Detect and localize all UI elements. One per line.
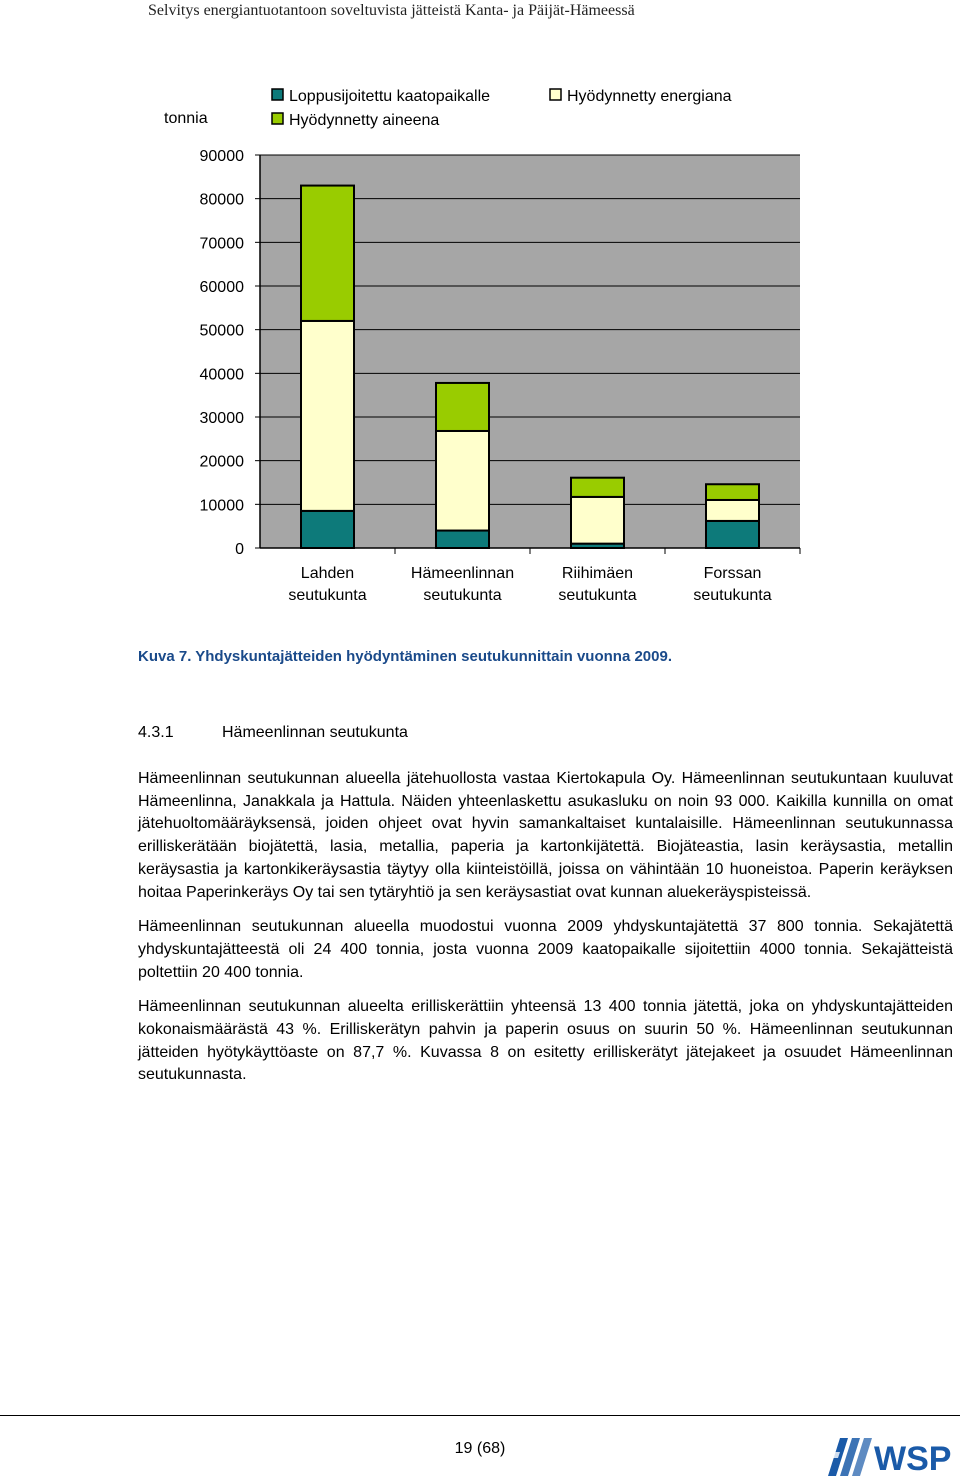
y-tick-label: 30000 xyxy=(199,410,244,427)
y-tick-label: 20000 xyxy=(199,453,244,471)
y-tick-label: 60000 xyxy=(199,279,244,296)
bar-segment xyxy=(301,321,354,511)
footer-divider xyxy=(0,1415,960,1416)
y-tick-label: 40000 xyxy=(199,366,244,384)
paragraph: Hämeenlinnan seutukunnan alueella jätehuollosta vastaa Kiertokapula Oy. Hämeenlinnan seutukuntaan kuuluvat Hämeenlinna, Janakkala ja Hattula. Näiden yhteenlaskettu asukasluku on noin 93 000. Kaikilla kunnilla on omat jätehuoltomääräyksensä, joiden ohjeet ovat hyvin samankaltaiset kuntalaisille. Hämeenlinnan seutukunnassa erilliskerätään biojätettä, lasia, metallia, paperia ja kartonkijätettä. Biojäteastia, lasin keräysastia, metallin keräysastia ja kartonkikeräysastia täytyy olla kiinteistöillä, joissa on vähintään 10 huoneistoa. Paperin keräyksen hoitaa Paperinkeräys Oy tai sen tytäryhtiö ja sen keräysastiat ovat kunnan aluekeräyspisteissä. xyxy=(138,770,953,901)
paragraph: Hämeenlinnan seutukunnan alueelta erilliskerättiin yhteensä 13 400 tonnia jätettä, joka on yhdyskuntajätteiden kokonaismäärästä 43 %. Erilliskerätyn pahvin ja paperin osuus on suurin 50 %. Hämeenlinnan seutukunnan jätteiden hyötykäyttöaste on 87,7 %. Kuvassa 8 on esitetty erilliskerätyt jätejakeet ja osuudet Hämeenlinnan seutukunnasta. xyxy=(138,998,953,1084)
bar-segment xyxy=(436,431,489,531)
section-title: Hämeenlinnan seutukunta xyxy=(222,724,408,741)
document-header-title: Selvitys energiantuotantoon soveltuvista jätteistä Kanta- ja Päijät-Hämeessä xyxy=(148,2,635,19)
section-heading xyxy=(138,724,408,742)
x-tick-label: seutukunta xyxy=(693,587,772,604)
y-axis-label: tonnia xyxy=(164,110,208,127)
bar-segment xyxy=(301,511,354,548)
legend-label: Hyödynnetty aineena xyxy=(289,112,440,129)
y-tick-label: 50000 xyxy=(199,322,244,340)
y-tick-label: 10000 xyxy=(199,497,244,515)
legend-swatch xyxy=(272,89,283,100)
wsp-logo xyxy=(826,1432,960,1478)
chart-canvas xyxy=(150,75,810,615)
bar-segment xyxy=(571,497,624,544)
legend-label: Loppusijoitettu kaatopaikalle xyxy=(289,88,491,105)
bar-segment xyxy=(301,186,354,321)
page-number: 19 (68) xyxy=(454,1440,506,1457)
figure-caption: Kuva 7. Yhdyskuntajätteiden hyödyntäminen seutukunnittain vuonna 2009. xyxy=(138,648,673,665)
x-tick-label: seutukunta xyxy=(558,587,637,604)
x-tick-label: seutukunta xyxy=(288,587,367,604)
bar-segment xyxy=(706,521,759,548)
bar-segment xyxy=(706,484,759,500)
y-tick-label: 90000 xyxy=(199,148,244,165)
section-number: 4.3.1 xyxy=(138,724,174,741)
x-tick-label: Riihimäen xyxy=(561,565,634,582)
bar-segment xyxy=(436,531,489,548)
y-tick-label: 70000 xyxy=(199,235,244,253)
stacked-bar-chart xyxy=(150,75,810,615)
y-tick-label: 80000 xyxy=(199,191,244,209)
legend-label: Hyödynnetty energiana xyxy=(567,88,732,105)
bar-segment xyxy=(706,500,759,521)
x-tick-label: Forssan xyxy=(703,565,762,582)
bar-segment xyxy=(436,383,489,431)
x-tick-label: Lahden xyxy=(300,565,355,582)
plot-area xyxy=(200,148,801,604)
y-tick-label: 0 xyxy=(235,541,244,558)
legend-swatch xyxy=(272,113,283,124)
bar-segment xyxy=(571,478,624,497)
chart-legend xyxy=(272,88,732,129)
wsp-logo-text: WSP xyxy=(874,1440,952,1478)
legend-swatch xyxy=(550,89,561,100)
x-tick-label: seutukunta xyxy=(423,587,502,604)
x-tick-label: Hämeenlinnan xyxy=(410,565,515,582)
paragraph: Hämeenlinnan seutukunnan alueella muodostui vuonna 2009 yhdyskuntajätettä 37 800 tonnia. Sekajätettä yhdyskuntajätteestä oli 24 400 tonnia, josta vuonna 2009 kaatopaikalle sijoitettiin 4000 tonnia. Sekajätteistä poltettiin 20 400 tonnia. xyxy=(138,918,953,981)
wsp-logo-mark xyxy=(828,1438,872,1476)
body-text xyxy=(138,768,953,1099)
